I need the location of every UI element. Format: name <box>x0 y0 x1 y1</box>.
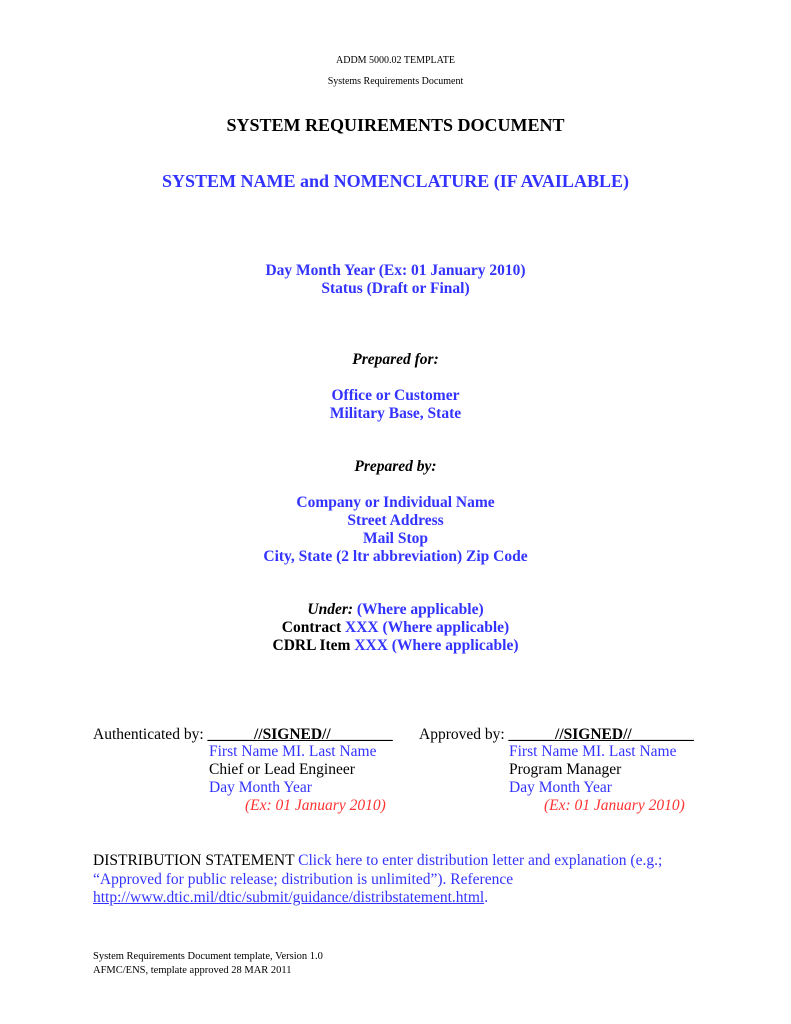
approved-name[interactable]: First Name MI. Last Name <box>509 743 677 760</box>
distribution-label: DISTRIBUTION STATEMENT <box>93 852 295 869</box>
distribution-link[interactable]: http://www.dtic.mil/dtic/submit/guidance/distribstatement.html <box>93 889 485 906</box>
period: . <box>484 889 489 906</box>
signed-text: //SIGNED// <box>254 726 331 743</box>
prepared-for-label: Prepared for: <box>352 351 439 368</box>
contract-line <box>0 619 791 637</box>
under-value[interactable]: (Where applicable) <box>356 601 484 618</box>
authenticated-label: Authenticated by: <box>93 726 204 743</box>
approved-signature-line <box>419 726 694 744</box>
under-label: Under: <box>307 601 354 618</box>
approved-date[interactable]: Day Month Year <box>509 779 612 796</box>
system-name[interactable]: SYSTEM NAME and NOMENCLATURE (IF AVAILABLE) <box>162 171 629 191</box>
prepared-by-street[interactable]: Street Address <box>347 512 444 529</box>
authenticated-role: Chief or Lead Engineer <box>209 761 355 778</box>
prepared-by-mailstop[interactable]: Mail Stop <box>362 530 429 547</box>
cdrl-label: CDRL Item <box>272 637 351 654</box>
cdrl-value[interactable]: XXX (Where applicable) <box>354 637 519 654</box>
distribution-placeholder[interactable]: Click here to enter distribution letter and explanation (e.g.; <box>298 852 663 869</box>
contract-value[interactable]: XXX (Where applicable) <box>345 619 510 636</box>
prepared-by-city[interactable]: City, State (2 ltr abbreviation) Zip Code <box>263 548 528 565</box>
distribution-line-2[interactable]: “Approved for public release; distribution is unlimited”). Reference <box>93 871 514 888</box>
approved-date-example: (Ex: 01 January 2010) <box>544 797 685 814</box>
date-line[interactable]: Day Month Year (Ex: 01 January 2010) <box>265 262 526 279</box>
authenticated-date-example: (Ex: 01 January 2010) <box>245 797 386 814</box>
footer-line-1: System Requirements Document template, Version 1.0 <box>93 951 323 962</box>
authenticated-name[interactable]: First Name MI. Last Name <box>209 743 377 760</box>
cdrl-line <box>0 637 791 655</box>
distribution-line-3 <box>93 889 488 907</box>
status-line[interactable]: Status (Draft or Final) <box>321 280 470 297</box>
approved-label: Approved by: <box>419 726 505 743</box>
signature-blank: ______ <box>508 726 556 743</box>
footer-line-2: AFMC/ENS, template approved 28 MAR 2011 <box>93 965 292 976</box>
prepared-by-company[interactable]: Company or Individual Name <box>296 494 495 511</box>
document-title: SYSTEM REQUIREMENTS DOCUMENT <box>226 115 565 135</box>
signature-blank: ______ <box>207 726 254 743</box>
prepared-for-base[interactable]: Military Base, State <box>329 405 462 422</box>
distribution-line-1 <box>93 852 662 870</box>
prepared-by-label: Prepared by: <box>354 458 437 475</box>
header-line-2: Systems Requirements Document <box>327 76 464 87</box>
under-line <box>0 601 791 619</box>
approved-role: Program Manager <box>509 761 622 778</box>
prepared-for-office[interactable]: Office or Customer <box>331 387 460 404</box>
signed-text: //SIGNED// <box>555 726 632 743</box>
signature-blank: ________ <box>330 726 393 743</box>
approved-signature[interactable] <box>509 726 694 743</box>
signature-blank: ________ <box>631 726 694 743</box>
authenticated-signature-line <box>93 726 393 744</box>
authenticated-date[interactable]: Day Month Year <box>209 779 312 796</box>
contract-label: Contract <box>281 619 342 636</box>
authenticated-signature[interactable] <box>208 726 393 743</box>
header-line-1: ADDM 5000.02 TEMPLATE <box>336 55 455 66</box>
